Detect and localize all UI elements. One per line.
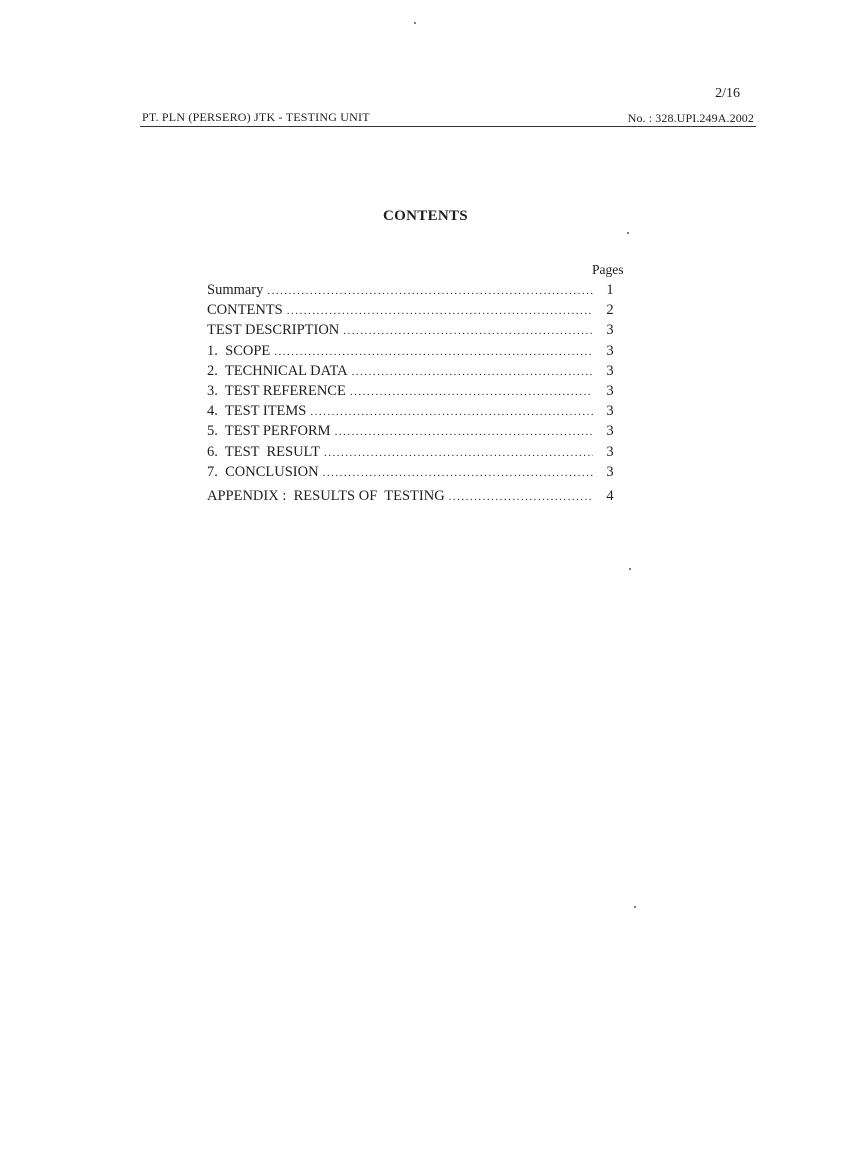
- toc-leader-dots: [274, 346, 593, 358]
- scan-speck: [629, 568, 631, 570]
- toc-entry-label: 3. TEST REFERENCE: [207, 383, 350, 400]
- page-title: CONTENTS: [383, 208, 468, 224]
- toc-leader-dots: [352, 366, 593, 378]
- toc-entry-page: 3: [606, 322, 614, 339]
- toc-leader-dots: [335, 426, 593, 438]
- toc-leader-dots: [449, 491, 593, 503]
- scan-speck: [634, 906, 636, 908]
- toc-entry-label: APPENDIX : RESULTS OF TESTING: [207, 488, 449, 505]
- pages-column-label: Pages: [592, 262, 624, 277]
- toc-entry-label: 6. TEST RESULT: [207, 444, 324, 461]
- toc-entry-test-description: [207, 322, 617, 342]
- toc-entry-page: 3: [606, 342, 614, 359]
- toc-entry-page: 2: [606, 302, 614, 319]
- toc-leader-dots: [267, 285, 593, 297]
- toc-entry-label: 7. CONCLUSION: [207, 464, 323, 481]
- toc-entry-test-perform: [207, 423, 617, 443]
- document-header: [140, 110, 756, 127]
- header-divider: [140, 126, 756, 127]
- toc-entry-test-reference: [207, 383, 617, 403]
- toc-entry-page: 3: [606, 463, 614, 480]
- table-of-contents: [207, 282, 617, 508]
- toc-entry-page: 3: [606, 443, 614, 460]
- toc-entry-technical-data: [207, 363, 617, 383]
- toc-entry-page: 3: [606, 362, 614, 379]
- toc-entry-page: 3: [606, 403, 614, 420]
- toc-entry-conclusion: [207, 464, 617, 484]
- toc-leader-dots: [324, 447, 593, 459]
- toc-entry-summary: [207, 282, 617, 302]
- toc-entry-label: 4. TEST ITEMS: [207, 403, 310, 420]
- scan-speck: [414, 22, 416, 24]
- toc-entry-test-items: [207, 403, 617, 423]
- toc-entry-label: CONTENTS: [207, 302, 287, 319]
- toc-entry-page: 3: [606, 423, 614, 440]
- toc-entry-label: 1. SCOPE: [207, 343, 274, 360]
- toc-leader-dots: [350, 386, 593, 398]
- toc-entry-label: Summary: [207, 282, 267, 299]
- toc-entry-test-result: [207, 444, 617, 464]
- toc-entry-page: 1: [606, 282, 614, 298]
- toc-entry-label: TEST DESCRIPTION: [207, 322, 343, 339]
- header-organization: PT. PLN (PERSERO) JTK - TESTING UNIT: [142, 110, 370, 124]
- toc-leader-dots: [310, 406, 593, 418]
- toc-entry-appendix: [207, 488, 617, 508]
- toc-leader-dots: [287, 305, 593, 317]
- toc-entry-contents: [207, 302, 617, 322]
- scan-speck: [627, 232, 629, 234]
- toc-entry-scope: [207, 343, 617, 363]
- toc-entry-label: 2. TECHNICAL DATA: [207, 363, 352, 380]
- toc-entry-page: 4: [606, 487, 614, 504]
- toc-entry-label: 5. TEST PERFORM: [207, 423, 335, 440]
- page-number: 2/16: [715, 86, 740, 101]
- header-document-number: No. : 328.UPI.249A.2002: [627, 111, 754, 125]
- toc-entry-page: 3: [606, 382, 614, 399]
- toc-leader-dots: [343, 325, 593, 337]
- toc-leader-dots: [323, 467, 593, 479]
